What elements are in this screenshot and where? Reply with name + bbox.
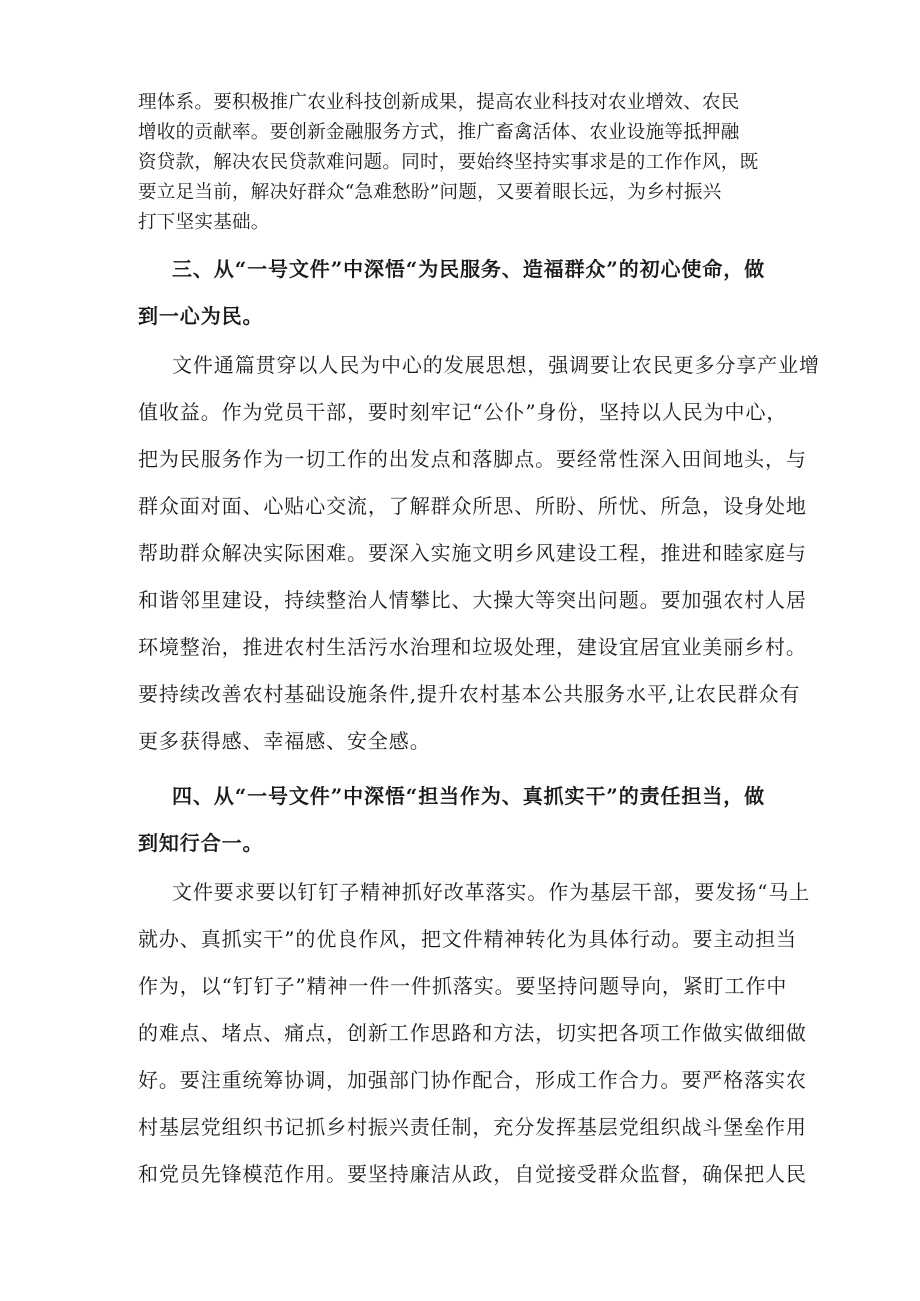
text-line: 环境整治，推进农村生活污水治理和垃圾处理，建设宜居宜业美丽乡村。 bbox=[138, 635, 807, 659]
text-line: 群众面对面、心贴心交流，了解群众所思、所盼、所忧、所急，设身处地 bbox=[138, 494, 807, 518]
text-line: 资贷款，解决农民贷款难问题。同时，要始终坚持实事求是的工作作风，既 bbox=[138, 152, 759, 173]
text-line: 要持续改善农村基础设施条件,提升农村基本公共服务水平,让农民群众有 bbox=[138, 682, 801, 706]
text-line: 好。要注重统筹协调，加强部门协作配合，形成工作合力。要严格落实农 bbox=[138, 1068, 807, 1092]
text-line: 增收的贡献率。要创新金融服务方式，推广畜禽活体、农业设施等抵押融 bbox=[138, 122, 740, 143]
text-line: 值收益。作为党员干部，要时刻牢记“公仆”身份，坚持以人民为中心， bbox=[138, 400, 788, 424]
heading-line: 三、从“一号文件”中深悟“为民服务、造福群众”的初心使命，做 bbox=[172, 257, 766, 281]
text-line: 的难点、堵点、痛点，创新工作思路和方法，切实把各项工作做实做细做 bbox=[138, 1021, 807, 1045]
text-line: 村基层党组织书记抓乡村振兴责任制，充分发挥基层党组织战斗堡垒作用 bbox=[138, 1115, 807, 1139]
text-line: 就办、真抓实干”的优良作风，把文件精神转化为具体行动。要主动担当 bbox=[138, 927, 798, 951]
text-line: 更多获得感、幸福感、安全感。 bbox=[138, 729, 431, 753]
heading-line: 四、从“一号文件”中深悟“担当作为、真抓实干”的责任担当，做 bbox=[172, 784, 766, 808]
text-line: 和党员先锋模范作用。要坚持廉洁从政，自觉接受群众监督，确保把人民 bbox=[138, 1162, 807, 1186]
text-line: 和谐邻里建设，持续整治人情攀比、大操大等突出问题。要加强农村人居 bbox=[138, 588, 807, 612]
text-line: 把为民服务作为一切工作的出发点和落脚点。要经常性深入田间地头，与 bbox=[138, 447, 807, 471]
heading-line: 到一心为民。 bbox=[138, 304, 264, 328]
text-line: 文件要求要以钉钉子精神抓好改革落实。作为基层干部，要发扬“马上 bbox=[172, 880, 811, 904]
text-line: 理体系。要积极推广农业科技创新成果，提高农业科技对农业增效、农民 bbox=[138, 92, 740, 113]
text-line: 要立足当前，解决好群众“急难愁盼”问题，又要着眼长远，为乡村振兴 bbox=[138, 182, 722, 203]
text-line: 打下坚实基础。 bbox=[138, 212, 270, 233]
text-line: 帮助群众解决实际困难。要深入实施文明乡风建设工程，推进和睦家庭与 bbox=[138, 541, 807, 565]
text-line: 文件通篇贯穿以人民为中心的发展思想，强调要让农民更多分享产业增 bbox=[172, 353, 820, 377]
heading-line: 到知行合一。 bbox=[138, 831, 264, 855]
text-line: 作为，以“钉钉子”精神一件一件抓落实。要坚持问题导向，紧盯工作中 bbox=[138, 974, 788, 998]
